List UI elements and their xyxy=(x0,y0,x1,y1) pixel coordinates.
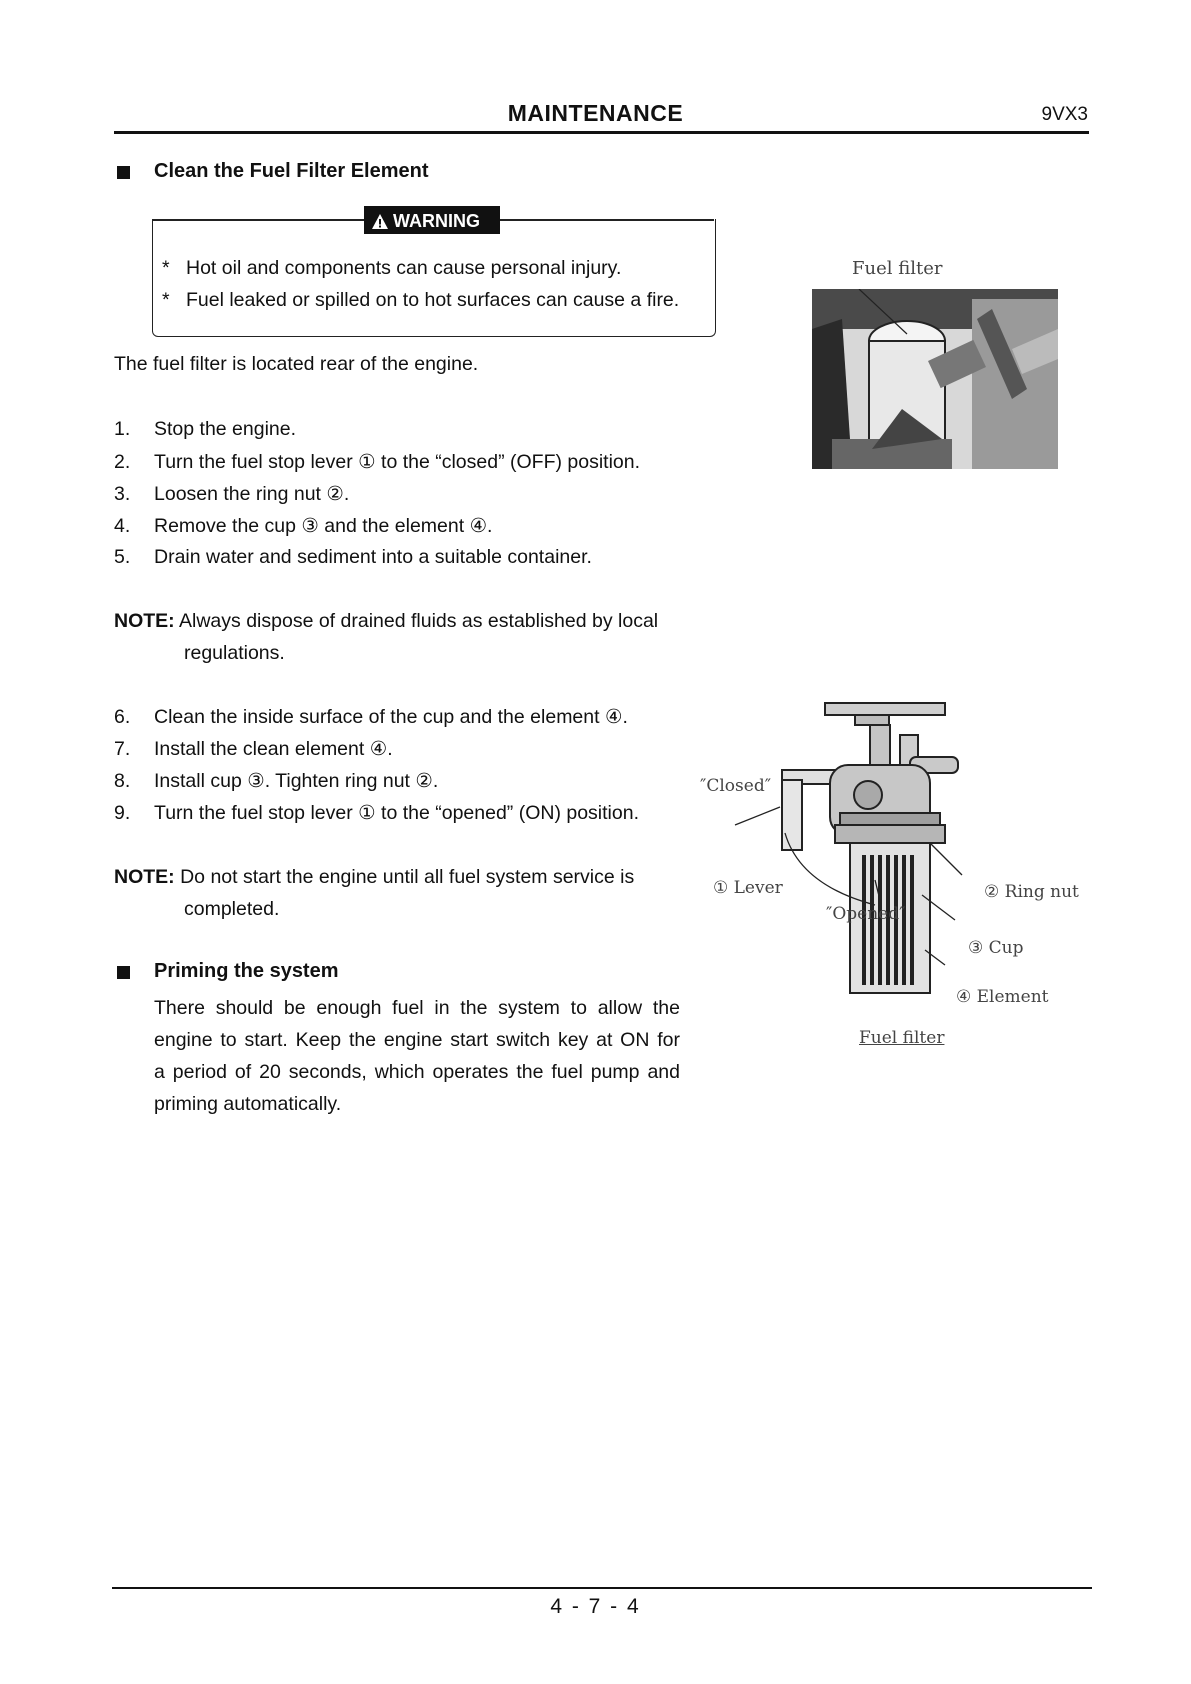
list-item: 4. Remove the cup ③ and the element ④. xyxy=(114,515,493,537)
section-heading-clean-filter: Clean the Fuel Filter Element xyxy=(154,160,429,182)
list-item: 6. Clean the inside surface of the cup and the element ④. xyxy=(114,706,628,728)
warning-item: * Fuel leaked or spilled on to hot surfaces can cause a fire. xyxy=(162,289,680,311)
fuel-filter-photo xyxy=(812,289,1058,469)
note-continuation: regulations. xyxy=(184,642,285,664)
section-bullet xyxy=(117,166,130,179)
photo-caption: Fuel filter xyxy=(852,258,943,279)
section-bullet xyxy=(117,966,130,979)
warning-box-top-left xyxy=(152,219,364,221)
warning-badge xyxy=(364,206,500,234)
diagram-label-opened: ″Opened″ xyxy=(826,904,906,924)
warning-box-top-right xyxy=(500,219,714,221)
priming-paragraph: There should be enough fuel in the system to allow the engine to start. Keep the engine start switch key at ON for a period of 20 seconds, which operates the fuel pump and priming automatically. xyxy=(154,997,680,1115)
list-item: 3. Loosen the ring nut ②. xyxy=(114,483,350,505)
note-continuation: completed. xyxy=(184,898,280,920)
warning-label: WARNING xyxy=(393,211,480,231)
diagram-label-lever: ① Lever xyxy=(713,878,783,898)
footer-rule xyxy=(112,1587,1092,1589)
page-title: MAINTENANCE xyxy=(507,100,684,126)
note: NOTE: Do not start the engine until all fuel system service is xyxy=(114,866,635,888)
diagram-label-element: ④ Element xyxy=(956,987,1049,1007)
note: NOTE: Always dispose of drained fluids as established by local xyxy=(114,610,659,632)
list-item: 8. Install cup ③. Tighten ring nut ②. xyxy=(114,770,439,792)
list-item: 7. Install the clean element ④. xyxy=(114,738,393,760)
page-number: 4 - 7 - 4 xyxy=(550,1595,641,1618)
intro-text: The fuel filter is located rear of the engine. xyxy=(114,353,479,375)
model-code: 9VX3 xyxy=(1041,104,1088,125)
section-heading-priming: Priming the system xyxy=(154,960,339,982)
diagram-label-closed: ″Closed″ xyxy=(700,776,772,796)
diagram-label-cup: ③ Cup xyxy=(968,938,1024,958)
list-item: 2. Turn the fuel stop lever ① to the “closed” (OFF) position. xyxy=(114,451,641,473)
warning-item: * Hot oil and components can cause personal injury. xyxy=(162,257,622,279)
list-item: 5. Drain water and sediment into a suitable container. xyxy=(114,546,592,568)
list-item: 1. Stop the engine. xyxy=(114,418,297,440)
list-item: 9. Turn the fuel stop lever ① to the “opened” (ON) position. xyxy=(114,802,639,824)
diagram-caption: Fuel filter xyxy=(859,1028,945,1048)
diagram-label-ring-nut: ② Ring nut xyxy=(984,882,1079,902)
warning-triangle-icon xyxy=(371,210,389,238)
header-rule xyxy=(114,131,1089,134)
